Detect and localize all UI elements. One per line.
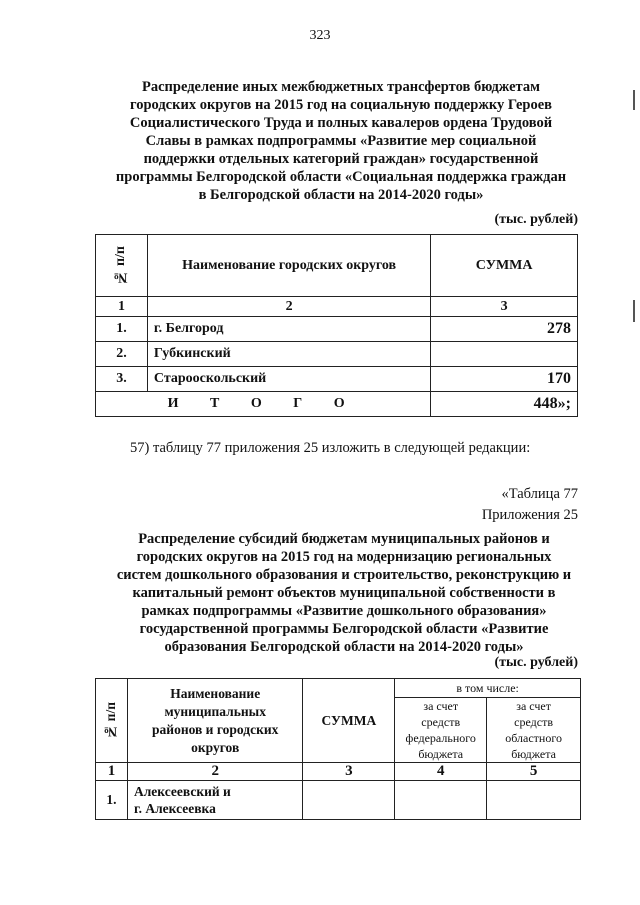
index-cell: 4 xyxy=(395,763,487,781)
header-federal-line: бюджета xyxy=(418,747,464,761)
table-title-2 xyxy=(100,530,588,656)
title-line: городских округов на 2015 год на модернизацию региональных xyxy=(136,549,552,565)
header-regional-line: за счет xyxy=(516,699,551,713)
header-name-line: муниципальных xyxy=(164,703,266,719)
row-sum: 278 xyxy=(431,317,578,342)
row-sum: 170 xyxy=(431,367,578,392)
header-federal xyxy=(395,698,487,763)
table-row xyxy=(96,367,578,392)
title-line: городских округов на 2015 год на социальную поддержку Героев xyxy=(129,97,553,113)
title-line: поддержки отдельных категорий граждан» государственной xyxy=(143,151,539,167)
table-row xyxy=(96,781,581,820)
header-name-line: районов и городских xyxy=(152,721,279,737)
table-reference xyxy=(482,484,578,526)
amendment-paragraph: 57) таблицу 77 приложения 25 изложить в следующей редакции: xyxy=(130,440,531,456)
index-cell: 2 xyxy=(127,763,302,781)
row-federal xyxy=(395,781,487,820)
header-regional xyxy=(487,698,581,763)
header-federal-line: за счет xyxy=(423,699,459,713)
header-regional-line: бюджета xyxy=(511,747,556,761)
row-name-line: г. Алексеевка xyxy=(133,801,216,816)
row-sum xyxy=(431,342,578,367)
table-index-row xyxy=(96,763,581,781)
row-name: Старооскольский xyxy=(147,367,430,392)
index-cell: 3 xyxy=(431,297,578,317)
title-line: Социалистического Труда и полных кавалеров ордена Трудовой xyxy=(129,115,553,131)
title-line: образования Белгородской области на 2014-2020 годы» xyxy=(164,639,524,655)
header-name xyxy=(127,679,302,763)
header-name-line: округов xyxy=(191,739,240,755)
row-sum xyxy=(303,781,395,820)
row-num: 1. xyxy=(96,781,128,820)
header-num xyxy=(96,235,148,297)
title-line: Распределение иных межбюджетных трансфертов бюджетам xyxy=(142,79,540,95)
title-line: Славы в рамках подпрограммы «Развитие мер социальной xyxy=(145,133,537,149)
scan-edge-mark xyxy=(633,90,635,110)
row-name xyxy=(127,781,302,820)
title-line: программы Белгородской области «Социальная поддержка граждан xyxy=(115,169,567,185)
reference-table-line: «Таблица 77 xyxy=(501,486,578,502)
title-line: в Белгородской области на 2014-2020 годы» xyxy=(198,187,484,203)
header-num xyxy=(96,679,128,763)
row-regional xyxy=(487,781,581,820)
title-line: капитальный ремонт объектов муниципальной собственности в xyxy=(132,585,556,601)
total-label: И Т О Г О xyxy=(96,392,431,417)
header-num-text: № п/п xyxy=(113,246,129,285)
table-header-row xyxy=(96,679,581,698)
page-number: 323 xyxy=(309,28,331,43)
row-name: г. Белгород xyxy=(147,317,430,342)
row-num: 1. xyxy=(96,317,148,342)
units-label-2: (тыс. рублей) xyxy=(494,655,578,670)
index-cell: 2 xyxy=(147,297,430,317)
header-including: в том числе: xyxy=(395,679,581,698)
header-regional-line: областного xyxy=(505,731,562,745)
header-sum: СУММА xyxy=(303,679,395,763)
total-sum: 448»; xyxy=(431,392,578,417)
table-header-row xyxy=(96,235,578,297)
title-line: Распределение субсидий бюджетам муниципальных районов и xyxy=(138,531,550,547)
title-line: государственной программы Белгородской области «Развитие xyxy=(139,621,549,637)
row-num: 2. xyxy=(96,342,148,367)
row-num: 3. xyxy=(96,367,148,392)
index-cell: 3 xyxy=(303,763,395,781)
reference-appendix-line: Приложения 25 xyxy=(481,507,578,523)
table-row xyxy=(96,317,578,342)
header-num-text: № п/п xyxy=(103,701,119,740)
total-row xyxy=(96,392,578,417)
scan-edge-mark xyxy=(633,300,635,322)
title-line: систем дошкольного образования и строительство, реконструкцию и xyxy=(116,567,572,583)
index-cell: 1 xyxy=(96,763,128,781)
row-name: Губкинский xyxy=(147,342,430,367)
table-row xyxy=(96,342,578,367)
header-regional-line: средств xyxy=(514,715,553,729)
header-sum: СУММА xyxy=(431,235,578,297)
table-index-row xyxy=(96,297,578,317)
header-name-line: Наименование xyxy=(170,685,261,701)
index-cell: 5 xyxy=(487,763,581,781)
title-line: рамках подпрограммы «Развитие дошкольного образования» xyxy=(141,603,547,619)
units-label-1: (тыс. рублей) xyxy=(494,212,578,227)
distribution-table-1 xyxy=(95,234,578,417)
distribution-table-2 xyxy=(95,678,581,820)
header-federal-line: средств xyxy=(421,715,461,729)
row-name-line: Алексеевский и xyxy=(133,784,231,799)
header-federal-line: федерального xyxy=(405,731,476,745)
header-name: Наименование городских округов xyxy=(147,235,430,297)
index-cell: 1 xyxy=(96,297,148,317)
table-title-1 xyxy=(96,78,586,204)
